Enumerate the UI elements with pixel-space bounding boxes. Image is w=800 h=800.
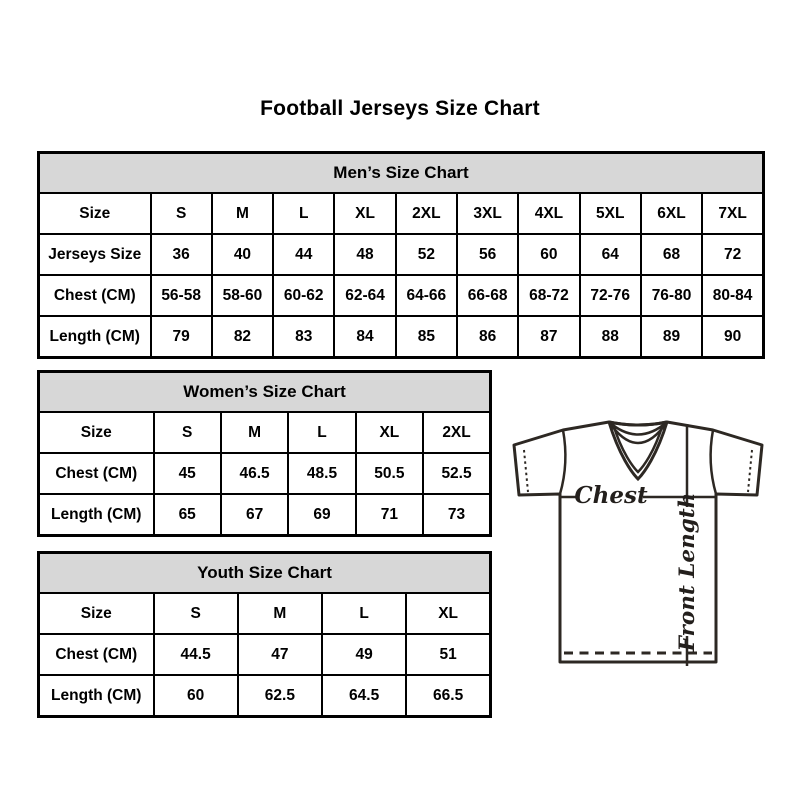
size-cell: 46.5	[221, 453, 288, 494]
table-row	[39, 316, 764, 358]
size-cell: 89	[641, 316, 702, 358]
size-cell: M	[212, 193, 273, 234]
size-cell: 67	[221, 494, 288, 536]
chest-label: Chest	[574, 482, 648, 509]
size-cell: 64-66	[396, 275, 457, 316]
size-cell: 73	[423, 494, 490, 536]
size-cell: 60	[518, 234, 579, 275]
jersey-outline	[514, 422, 762, 662]
size-cell: S	[154, 412, 221, 453]
table-row	[39, 494, 491, 536]
size-cell: 83	[273, 316, 334, 358]
youth-size-table	[37, 551, 492, 718]
size-cell: 50.5	[356, 453, 423, 494]
row-label: Length (CM)	[39, 316, 151, 358]
size-cell: 48.5	[288, 453, 355, 494]
row-label: Length (CM)	[39, 675, 154, 717]
size-cell: 44.5	[154, 634, 238, 675]
size-cell: XL	[406, 593, 490, 634]
collar-top-arc	[609, 422, 667, 425]
size-cell: 51	[406, 634, 490, 675]
size-cell: 66-68	[457, 275, 518, 316]
left-cuff-stitch-line	[524, 450, 528, 492]
size-cell: XL	[356, 412, 423, 453]
right-cuff-stitch-line	[748, 450, 752, 492]
size-cell: L	[322, 593, 406, 634]
row-label: Size	[39, 193, 151, 234]
row-label: Chest (CM)	[39, 453, 154, 494]
size-cell: 84	[334, 316, 395, 358]
size-cell: L	[273, 193, 334, 234]
size-cell: 56-58	[151, 275, 212, 316]
size-cell: 36	[151, 234, 212, 275]
size-cell: 86	[457, 316, 518, 358]
size-cell: 65	[154, 494, 221, 536]
front-length-label: Front Length	[675, 492, 700, 652]
size-cell: 87	[518, 316, 579, 358]
size-cell: 72	[702, 234, 763, 275]
size-cell: 72-76	[580, 275, 641, 316]
size-cell: 90	[702, 316, 763, 358]
womens-size-table	[37, 370, 492, 537]
jersey-diagram	[505, 415, 767, 673]
size-cell: 60	[154, 675, 238, 717]
size-cell: 62.5	[238, 675, 322, 717]
right-sleeve-seam	[711, 430, 716, 494]
size-cell: 58-60	[212, 275, 273, 316]
table-header-row	[39, 153, 764, 194]
size-cell: 4XL	[518, 193, 579, 234]
size-cell: 64	[580, 234, 641, 275]
size-cell: 60-62	[273, 275, 334, 316]
page-title: Football Jerseys Size Chart	[260, 97, 540, 120]
mens-size-table	[37, 151, 765, 359]
left-sleeve-seam	[560, 430, 565, 494]
table-row	[39, 275, 764, 316]
table-row	[39, 634, 491, 675]
size-cell: 88	[580, 316, 641, 358]
table-row	[39, 593, 491, 634]
size-cell: 85	[396, 316, 457, 358]
size-cell: 68	[641, 234, 702, 275]
row-label: Jerseys Size	[39, 234, 151, 275]
size-cell: 44	[273, 234, 334, 275]
table-row	[39, 193, 764, 234]
size-cell: 69	[288, 494, 355, 536]
size-cell: M	[238, 593, 322, 634]
size-cell: 68-72	[518, 275, 579, 316]
size-cell: 2XL	[423, 412, 490, 453]
size-cell: 49	[322, 634, 406, 675]
size-cell: 48	[334, 234, 395, 275]
size-cell: 5XL	[580, 193, 641, 234]
table-row	[39, 675, 491, 717]
size-cell: 56	[457, 234, 518, 275]
size-cell: M	[221, 412, 288, 453]
table-row	[39, 412, 491, 453]
row-label: Size	[39, 593, 154, 634]
size-cell: 6XL	[641, 193, 702, 234]
row-label: Size	[39, 412, 154, 453]
size-cell: 2XL	[396, 193, 457, 234]
size-cell: 40	[212, 234, 273, 275]
size-cell: S	[151, 193, 212, 234]
table-title: Men’s Size Chart	[39, 153, 764, 194]
size-cell: 66.5	[406, 675, 490, 717]
size-cell: 71	[356, 494, 423, 536]
size-cell: L	[288, 412, 355, 453]
table-header-row	[39, 372, 491, 413]
row-label: Chest (CM)	[39, 275, 151, 316]
size-cell: 64.5	[322, 675, 406, 717]
size-cell: 76-80	[641, 275, 702, 316]
table-title: Women’s Size Chart	[39, 372, 491, 413]
size-cell: 62-64	[334, 275, 395, 316]
table-title: Youth Size Chart	[39, 553, 491, 594]
size-cell: 52.5	[423, 453, 490, 494]
size-cell: 79	[151, 316, 212, 358]
size-cell: 52	[396, 234, 457, 275]
size-cell: 45	[154, 453, 221, 494]
table-row	[39, 453, 491, 494]
table-header-row	[39, 553, 491, 594]
size-cell: 82	[212, 316, 273, 358]
size-cell: S	[154, 593, 238, 634]
row-label: Chest (CM)	[39, 634, 154, 675]
size-cell: 3XL	[457, 193, 518, 234]
size-cell: 80-84	[702, 275, 763, 316]
table-row	[39, 234, 764, 275]
row-label: Length (CM)	[39, 494, 154, 536]
size-cell: XL	[334, 193, 395, 234]
size-cell: 7XL	[702, 193, 763, 234]
size-cell: 47	[238, 634, 322, 675]
